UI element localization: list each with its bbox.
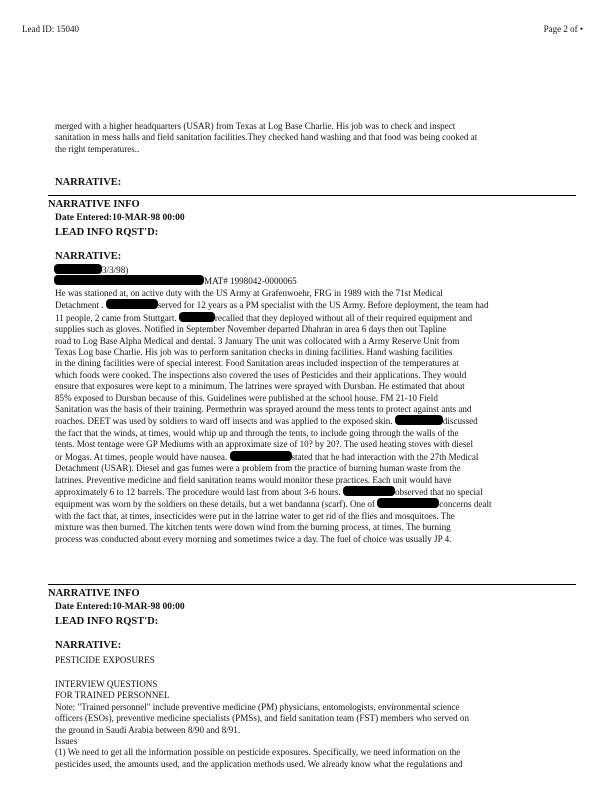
narrative-text: 11 people, 2 came from Stuttgart. — [55, 312, 179, 323]
narrative-label: NARRATIVE: — [55, 177, 122, 188]
narrative-line — [55, 312, 575, 324]
narrative-text: served for 12 years as a PM specialist with the US Army. Before deployment, the team had — [157, 300, 489, 311]
redaction-block — [377, 498, 439, 508]
narrative-label: NARRATIVE: — [55, 251, 122, 262]
narrative-line — [55, 534, 575, 545]
narrative-line — [55, 324, 575, 335]
narrative-text: mixture was then burned. The kitchen tents were down wind from the burning process, at times. The burning — [55, 522, 451, 533]
narrative-text: He was stationed at, on active duty with the US Army at Grafenwoehr, FRG in 1989 with the 71st Medical — [55, 288, 443, 298]
narrative-text: or Mogas. At times, people would have nausea. — [55, 451, 230, 462]
note-line: the ground in Saudi Arabia between 8/90 and 8/91. — [55, 724, 241, 735]
narrative-line — [55, 288, 575, 299]
narrative-line — [55, 451, 575, 463]
narrative-line — [55, 381, 575, 392]
lead-info: LEAD INFO RQST'D: — [55, 616, 159, 627]
narrative-text: tents. Most tentage were GP Mediums with an approximate size of 10? by 20?. The used heating stoves with diesel — [55, 439, 473, 450]
narrative-line — [55, 336, 575, 347]
issue-line: pesticides used, the amounts used, and the application methods used. We already know what the regulations and — [55, 758, 463, 769]
narrative-text: in the dining facilities were of special interest. Food Sanitation areas included inspection of the temperatures at — [55, 358, 459, 369]
narrative-line — [55, 370, 575, 381]
trained-heading: FOR TRAINED PERSONNEL — [55, 690, 170, 701]
redaction-block — [54, 275, 204, 285]
top-paragraph — [55, 121, 575, 155]
narrative-line — [55, 511, 575, 522]
section-title: NARRATIVE INFO — [48, 588, 140, 599]
narrative-line — [55, 439, 575, 450]
narrative-line — [55, 404, 575, 415]
narrative-text: with the fact that, at times, insecticides were put in the latrine water to get rid of the flies and mosquitoes. The — [55, 510, 455, 521]
paragraph-line: the right temperatures.. — [55, 143, 140, 154]
narrative-text: supplies such as gloves. Notified in September November departed Dhahran in area 6 days then out Tapline — [55, 324, 447, 335]
narrative-text: the fact that the winds, at times, would whip up and through the tents, to include going through the walls of the — [55, 427, 459, 438]
narrative-line — [55, 415, 575, 427]
narrative-text: Texas Log base Charlie. His job was to perform sanitation checks in dining facilities. Hand washing facilities — [55, 347, 453, 358]
issues-label: Issues — [55, 736, 78, 747]
narrative-text: discussed — [442, 416, 478, 427]
interview-heading: INTERVIEW QUESTIONS — [55, 679, 158, 689]
narrative-text: ensure that exposures were kept to a minimum. The latrines were sprayed with Dursban. He estimated that about — [55, 381, 465, 392]
date-entered: Date Entered:10-MAR-98 00:00 — [55, 602, 185, 612]
narrative-line — [55, 347, 575, 358]
narrative-text: 85% exposed to Dursban because of this. Guidelines were published at the school house. FM 21-10 Field — [55, 392, 438, 403]
narrative-line — [55, 358, 575, 369]
lead-info: LEAD INFO RQST'D: — [55, 227, 159, 238]
paragraph-line: sanitation in mess halls and field sanitation facilities.They checked hand washing and that food was being cooked at — [55, 132, 478, 143]
section-title: NARRATIVE INFO — [48, 199, 140, 210]
narrative-line — [55, 299, 575, 311]
redaction-block — [106, 299, 158, 309]
narrative-body — [55, 288, 575, 545]
note-line: officers (ESOs), preventive medicine specialists (PMSs), and field sanitation team (FST) members who served on — [55, 713, 470, 724]
narrative-line — [55, 486, 575, 498]
date-fragment: 3/3/98) — [102, 265, 129, 275]
narrative-line — [55, 463, 575, 474]
narrative-text: stated that he had interaction with the 27th Medical — [291, 451, 479, 462]
redaction-block — [54, 264, 102, 274]
narrative-text: observed that no special — [394, 486, 483, 497]
lead-id: Lead ID: 15040 — [22, 24, 79, 34]
mat-number: MAT# 1998042-0000065 — [204, 276, 297, 286]
redacted-mat-line — [54, 275, 297, 286]
redaction-block — [343, 486, 395, 496]
narrative-text: recalled that they deployed without all of their required equipment and — [214, 312, 472, 323]
redaction-block — [179, 312, 215, 322]
section-divider — [48, 195, 576, 196]
section-divider — [48, 584, 576, 585]
narrative-text: Detachment (USAR). Diesel and gas fumes were a problem from the practice of burning human waste from the — [55, 463, 461, 474]
interview-block — [55, 679, 575, 770]
page-indicator: Page 2 of • — [543, 24, 583, 34]
narrative-text: process was conducted about every morning and sometimes twice a day. The fuel of choice was usually JP 4. — [55, 533, 452, 544]
narrative-line — [55, 498, 575, 510]
redaction-block — [230, 451, 292, 461]
narrative-line — [55, 522, 575, 533]
redaction-block — [395, 415, 443, 425]
narrative-text: road to Log Base Alpha Medical and dental. 3 January The unit was collocated with a Army Reserve Unit from — [55, 335, 460, 346]
narrative-line — [55, 475, 575, 486]
redacted-name-line — [54, 264, 128, 275]
narrative-text: concerns dealt — [439, 499, 492, 510]
narrative-text: equipment was worn by the soldiers on these details, but a wet bandanna (scarf). One of — [55, 499, 378, 510]
narrative-line — [55, 393, 575, 404]
narrative-text: approximately 6 to 12 barrels. The procedure would last from about 3-6 hours. — [55, 486, 343, 497]
issue-line: (1) We need to get all the information possible on pesticide exposures. Specifically, we need information on the — [55, 747, 461, 758]
narrative-text: Sanitation was the basis of their training. Permethrin was sprayed around the mess tents to protect against ants and — [55, 404, 472, 415]
narrative-text: roaches. DEET was used by soldiers to ward off insects and was applied to the exposed skin. — [55, 416, 395, 427]
date-entered: Date Entered:10-MAR-98 00:00 — [55, 213, 185, 223]
narrative-label: NARRATIVE: — [55, 640, 122, 651]
narrative-text: which foods were cooked. The inspections also covered the uses of Pesticides and their applications. They would — [55, 369, 467, 380]
paragraph-line: merged with a higher headquarters (USAR) from Texas at Log Base Charlie. His job was to check and inspect — [55, 121, 456, 131]
narrative-text: Detachment . — [55, 300, 106, 311]
narrative-text: latrines. Preventive medicine and field sanitation teams would monitor these practices. Each unit would have — [55, 474, 452, 485]
subject-line: PESTICIDE EXPOSURES — [55, 655, 155, 665]
note-line: Note: "Trained personnel" include preventive medicine (PM) physicians, entomologists, environmental science — [55, 701, 460, 712]
narrative-line — [55, 428, 575, 439]
